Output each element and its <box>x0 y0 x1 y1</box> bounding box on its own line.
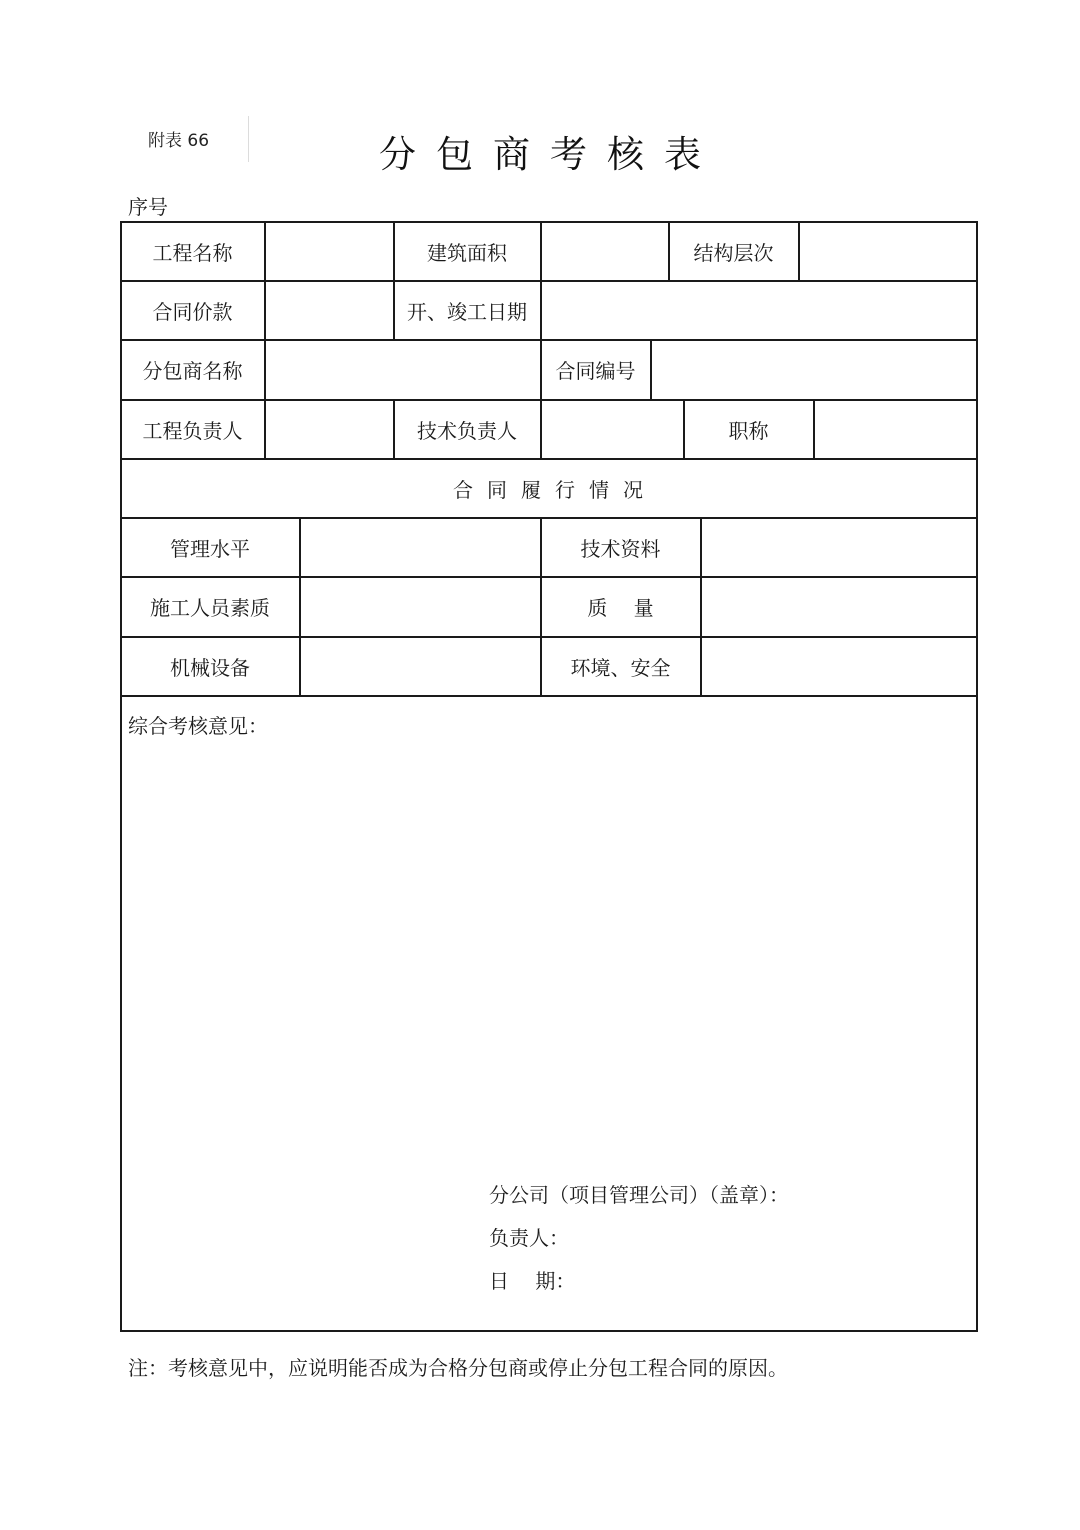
overall-opinion-label: 综合考核意见： <box>128 714 268 738</box>
serial-number-label: 序号 <box>128 195 168 219</box>
contract-number-field[interactable] <box>651 339 976 400</box>
date-label: 日 期： <box>489 1269 576 1293</box>
technical-documents-field[interactable] <box>701 517 976 577</box>
professional-title-label: 职称 <box>728 418 769 443</box>
building-area-label: 建筑面积 <box>427 240 507 265</box>
table-border-bottom <box>120 1330 978 1332</box>
personnel-quality-label: 施工人员素质 <box>150 596 270 620</box>
environment-safety-field[interactable] <box>701 636 976 696</box>
management-level-field[interactable] <box>300 517 540 577</box>
building-area-field[interactable] <box>541 221 668 281</box>
machinery-field[interactable] <box>300 636 540 696</box>
subcontractor-name-field[interactable] <box>265 339 540 400</box>
tech-lead-field[interactable] <box>541 399 683 459</box>
professional-title-field[interactable] <box>814 399 976 459</box>
environment-safety-label: 环境、安全 <box>570 655 671 680</box>
project-name-field[interactable] <box>265 221 393 281</box>
footnote: 注：考核意见中，应说明能否成为合格分包商或停止分包工程合同的原因。 <box>128 1356 788 1380</box>
responsible-person-label: 负责人： <box>489 1226 569 1250</box>
structure-floors-label: 结构层次 <box>693 240 774 265</box>
project-lead-label: 工程负责人 <box>142 418 243 443</box>
quality-field[interactable] <box>701 576 976 637</box>
quality-label: 质 量 <box>587 596 654 620</box>
machinery-label: 机械设备 <box>170 655 250 680</box>
contract-number-label: 合同编号 <box>555 359 636 383</box>
contract-price-field[interactable] <box>265 280 393 340</box>
project-lead-field[interactable] <box>265 399 393 459</box>
start-end-date-field[interactable] <box>541 280 976 340</box>
header-divider <box>248 116 249 162</box>
evaluation-table <box>120 221 978 1332</box>
personnel-quality-field[interactable] <box>300 576 540 637</box>
start-end-date-label: 开、竣工日期 <box>407 299 527 324</box>
management-level-label: 管理水平 <box>170 536 250 561</box>
structure-floors-field[interactable] <box>799 221 976 281</box>
company-seal-label: 分公司（项目管理公司）（盖章）： <box>489 1183 789 1207</box>
subcontractor-name-label: 分包商名称 <box>142 359 243 383</box>
table-border-right <box>976 221 978 1332</box>
contract-price-label: 合同价款 <box>152 299 233 324</box>
contract-performance-heading: 合同履行情况 <box>453 477 657 502</box>
project-name-label: 工程名称 <box>152 240 233 265</box>
form-title: 分包商考核表 <box>379 133 721 176</box>
technical-documents-label: 技术资料 <box>580 536 661 561</box>
tech-lead-label: 技术负责人 <box>417 418 517 443</box>
appendix-label: 附表 66 <box>148 131 210 151</box>
